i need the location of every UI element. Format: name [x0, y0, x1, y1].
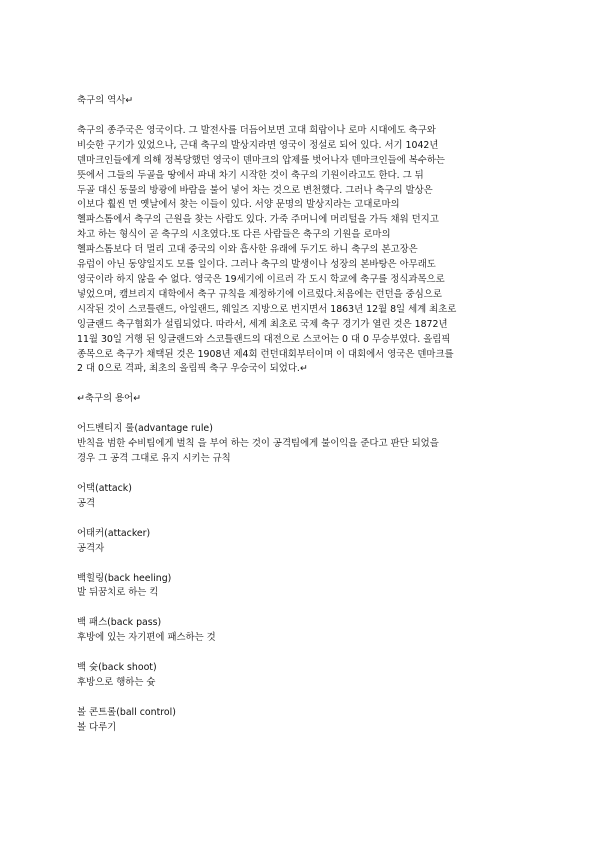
history-line: 잉글랜드 축구협회가 설립되었다. 따라서, 세계 최초로 국제 축구 경기가 열린 것은 1872년 — [77, 318, 448, 330]
history-line: 헬파스톰에서 축구의 근원을 찾는 사람도 있다. 가죽 주머니에 머리털을 가득 채워 던지고 — [77, 214, 439, 226]
term-definition: 경우 그 공격 그대로 유지 시키는 규칙 — [77, 453, 231, 465]
glossary-term — [77, 527, 523, 557]
glossary-heading: ↵축구의 용어↵ — [77, 393, 141, 405]
history-line: 2 대 0으로 격파, 최초의 올림픽 축구 우승국이 되었다.↵ — [77, 363, 308, 375]
history-paragraph — [77, 124, 523, 377]
history-line: 유럽이 아닌 동양일지도 모를 일이다. 그러나 축구의 발생이나 성장의 본바탕은 아무래도 — [77, 259, 436, 271]
history-line: 넣었으며, 캠브리지 대학에서 축구 규칙을 제정하기에 이르렀다.처음에는 런던을 중심으로 — [77, 288, 442, 300]
term-name: 어태커(attacker) — [77, 527, 151, 539]
term-definition: 반칙을 범한 수비팀에게 벌칙 을 부여 하는 것이 공격팀에게 불이익을 준다고 판단 되었을 — [77, 438, 439, 450]
history-line: 차고 하는 형식이 곧 축구의 시초였다.또 다른 사람들은 축구의 기원을 로마의 — [77, 229, 391, 241]
history-line: 종목으로 축구가 채택된 것은 1908년 제4회 런던대회부터이며 이 대회에서 영국은 덴마크를 — [77, 348, 454, 360]
glossary-term — [77, 706, 523, 736]
glossary-term — [77, 482, 523, 512]
page-title: 축구의 역사↵ — [77, 95, 134, 106]
history-line: 이보다 훨씬 먼 옛날에서 찾는 이들이 있다. 서양 문명의 발상지라는 고대로마의 — [77, 199, 400, 211]
term-definition: 후방에 있는 자기편에 패스하는 것 — [77, 632, 216, 644]
history-line: 축구의 종주국은 영국이다. 그 발전사를 더듬어보면 고대 희랍이나 로마 시대에도 축구와 — [77, 124, 436, 136]
glossary-term — [77, 572, 523, 602]
history-line: 헬파스톰보다 더 멀리 고대 중국의 이와 흡사한 유래에 두기도 하니 축구의 본고장은 — [77, 244, 418, 256]
term-name: 백 패스(back pass) — [77, 617, 162, 629]
term-definition: 공격 — [77, 497, 96, 509]
term-definition: 볼 다루기 — [77, 721, 117, 733]
term-definition: 발 뒤꿈치로 하는 킥 — [77, 587, 159, 599]
term-name: 볼 콘트롤(ball control) — [77, 707, 176, 718]
history-line: 11월 30일 거행 된 잉글랜드와 스코틀랜드의 대전으로 스코어는 0 대 0 무승부였다. 올림픽 — [77, 333, 451, 345]
term-name: 백힐링(back heeling) — [77, 572, 172, 584]
term-name: 어드벤티지 룰(advantage rule) — [77, 423, 213, 435]
term-name: 어택(attack) — [77, 482, 132, 494]
history-line: 시작된 것이 스코틀랜드, 아일랜드, 웨일즈 지방으로 번지면서 1863년 12월 8일 세계 최초로 — [77, 303, 457, 315]
term-definition: 공격자 — [77, 542, 105, 554]
glossary-term — [77, 616, 523, 646]
history-line: 덴마크인들에게 의해 정복당했던 영국이 덴마크의 압제를 벗어나자 덴마크인들에 복수하는 — [77, 154, 445, 166]
term-name: 백 슛(back shoot) — [77, 662, 157, 674]
glossary-term — [77, 422, 523, 467]
term-definition: 후방으로 행하는 슛 — [77, 677, 156, 689]
document-body — [77, 94, 523, 736]
history-line: 뜻에서 그들의 두골을 땅에서 파내 차기 시작한 것이 축구의 기원이라고도 한다. 그 뒤 — [77, 169, 424, 181]
history-line: 비슷한 구기가 있었으나, 근대 축구의 발상지라면 영국이 정설로 되어 있다. 서기 1042년 — [77, 139, 439, 151]
history-line: 영국이라 하지 않을 수 없다. 영국은 19세기에 이르러 각 도시 학교에 축구를 정식과목으로 — [77, 273, 445, 285]
glossary-term — [77, 661, 523, 691]
history-line: 두골 대신 동물의 방광에 바람을 불어 넣어 차는 것으로 변천했다. 그러나 축구의 발상은 — [77, 184, 433, 196]
